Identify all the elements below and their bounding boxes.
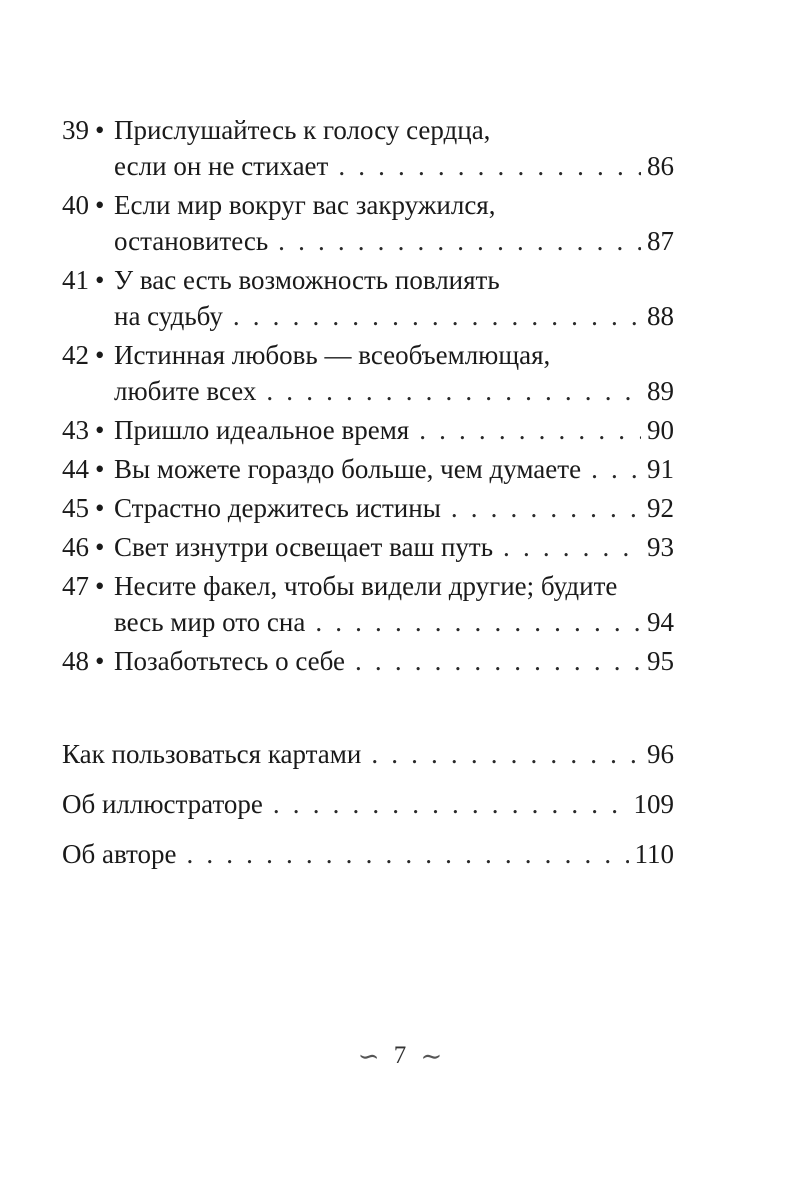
entry-number-text: 39 [62,115,89,145]
entry-title-line: остановитесь [114,226,269,256]
dot-leader [273,786,628,822]
entry-title [114,262,674,334]
entry-number-text: 43 [62,415,89,445]
entry-title [114,187,674,259]
dot-leader [591,451,641,487]
page-folio [0,1042,800,1072]
toc-entry [62,262,674,334]
entry-title [62,836,674,872]
bullet-dot: • [95,265,105,295]
entry-title-line: Как пользоваться картами [62,739,362,769]
toc-entry [62,490,674,526]
bullet-dot: • [95,493,105,523]
entry-title [114,529,674,565]
bullet-dot: • [95,454,105,484]
entry-page-number: 110 [634,839,674,869]
entry-number [62,412,109,448]
dot-leader [186,836,628,872]
entry-number [62,112,109,148]
entry-page-number: 88 [647,301,674,331]
dot-leader [371,736,641,772]
right-swash-ornament: ∼ [420,1042,443,1072]
entry-title-line: если он не стихает [114,151,329,181]
bullet-dot: • [95,115,105,145]
entry-title-line: Несите факел, чтобы видели другие; будите [114,571,618,601]
entry-last-line [114,298,674,334]
entry-number-text: 44 [62,454,89,484]
dot-leader [278,223,641,259]
entry-number-text: 46 [62,532,89,562]
toc-entry [62,836,674,872]
entry-number [62,490,109,526]
toc-entry [62,643,674,679]
entry-title [114,568,674,640]
entry-title-line: Пришло идеальное время [114,415,410,445]
entry-page-number: 89 [647,376,674,406]
entry-last-line [62,736,674,772]
toc-entry [62,112,674,184]
entry-number-text: 48 [62,646,89,676]
entry-page-number: 94 [647,607,674,637]
entry-last-line [114,529,674,565]
toc-entry [62,337,674,409]
entry-number-text: 45 [62,493,89,523]
entry-number [62,337,109,373]
entry-number [62,451,109,487]
toc-entry [62,568,674,640]
dot-leader [451,490,641,526]
entry-title-line: Если мир вокруг вас закружился, [114,190,496,220]
entry-page-number: 96 [647,739,674,769]
entry-last-line [114,643,674,679]
entry-number-text: 41 [62,265,89,295]
dot-leader [315,604,641,640]
entry-page-number: 95 [647,646,674,676]
entry-page-number: 92 [647,493,674,523]
entry-title-line: Истинная любовь — всеобъемлющая, [114,340,551,370]
entry-title-line: Страстно держитесь истины [114,493,441,523]
dot-leader [338,148,641,184]
entry-last-line [114,490,674,526]
entry-title-line: Свет изнутри освещает ваш путь [114,532,494,562]
entry-last-line [114,604,674,640]
entry-title [114,643,674,679]
entry-number [62,529,109,565]
entry-number-text: 42 [62,340,89,370]
toc-entry [62,412,674,448]
bullet-dot: • [95,415,105,445]
entry-page-number: 86 [647,151,674,181]
entry-page-number: 87 [647,226,674,256]
left-swash-ornament: ∽ [357,1042,380,1072]
entry-title [62,736,674,772]
entry-title-line: весь мир ото сна [114,607,306,637]
bullet-dot: • [95,646,105,676]
entry-page-number: 90 [647,415,674,445]
page-number: 7 [393,1042,407,1069]
entry-last-line [114,148,674,184]
dot-leader [419,412,641,448]
entry-last-line [114,373,674,409]
entry-number [62,262,109,298]
bullet-dot: • [95,190,105,220]
appendix-contents [62,736,674,886]
entry-title [114,112,674,184]
entry-number [62,187,109,223]
entry-number [62,643,109,679]
dot-leader [503,529,641,565]
entry-number-text: 40 [62,190,89,220]
entry-page-number: 109 [633,789,674,819]
entry-title [114,490,674,526]
entry-number [62,568,109,604]
bullet-dot: • [95,571,105,601]
toc-entry [62,187,674,259]
entry-page-number: 93 [647,532,674,562]
toc-entry [62,451,674,487]
entry-page-number: 91 [647,454,674,484]
dot-leader [233,298,641,334]
entry-last-line [114,412,674,448]
entry-title [114,412,674,448]
bullet-dot: • [95,340,105,370]
entry-last-line [114,451,674,487]
entry-title-line: на судьбу [114,301,223,331]
dot-leader [355,643,641,679]
entry-title-line: любите всех [114,376,257,406]
entry-title-line: Прислушайтесь к голосу сердца, [114,115,491,145]
entry-title-line: Об иллюстраторе [62,789,263,819]
dot-leader [266,373,641,409]
toc-entry [62,736,674,772]
entry-title [114,337,674,409]
entry-number-text: 47 [62,571,89,601]
entry-last-line [62,836,674,872]
entry-title [114,451,674,487]
entry-title-line: Вы можете гораздо больше, чем думаете [114,454,582,484]
table-of-contents [62,112,674,682]
entry-title-line: Позаботьтесь о себе [114,646,346,676]
toc-entry [62,786,674,822]
entry-title-line: Об авторе [62,839,177,869]
bullet-dot: • [95,532,105,562]
toc-entry [62,529,674,565]
entry-title [62,786,674,822]
entry-title-line: У вас есть возможность повлиять [114,265,500,295]
entry-last-line [114,223,674,259]
entry-last-line [62,786,674,822]
